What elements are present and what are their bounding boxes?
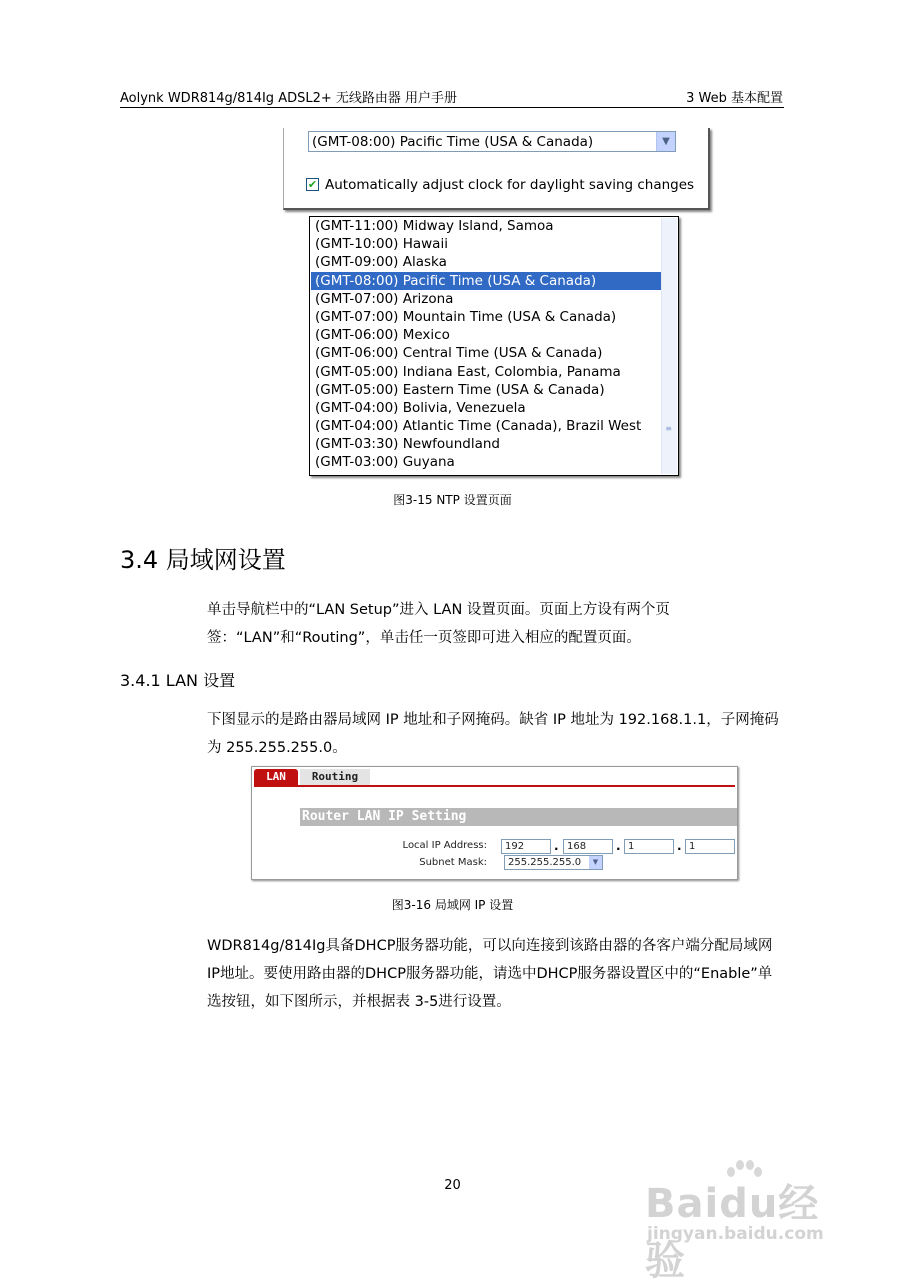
- timezone-option[interactable]: (GMT-07:00) Arizona: [315, 290, 454, 307]
- tab-divider: [254, 785, 735, 787]
- header-right: 3 Web 基本配置: [686, 91, 783, 106]
- dhcp-paragraph: WDR814g/814Ig具备DHCP服务器功能，可以向连接到该路由器的各客户端分配局域网IP地址。要使用路由器的DHCP服务器功能，请选中DHCP服务器设置区中的“Enable”单选按钮，如下图所示，并根据表 3-5进行设置。: [207, 938, 773, 1010]
- timezone-dropdown-list: [309, 216, 679, 476]
- figure-caption: 图3-16 局域网 IP 设置: [391, 898, 514, 912]
- timezone-option[interactable]: (GMT-03:00) Guyana: [315, 454, 455, 471]
- figure-caption: 图3-15 NTP 设置页面: [393, 493, 512, 507]
- timezone-option[interactable]: (GMT-03:30) Newfoundland: [315, 436, 501, 453]
- local-ip-label: Local IP Address:: [402, 840, 487, 851]
- timezone-option[interactable]: (GMT-08:00) Pacific Time (USA & Canada): [311, 272, 661, 290]
- page-number: 20: [444, 1178, 461, 1193]
- timezone-select[interactable]: [308, 131, 676, 152]
- ip-separator: .: [554, 839, 559, 853]
- header-left: Aolynk WDR814g/814Ig ADSL2+ 无线路由器 用户手册: [120, 91, 458, 106]
- timezone-option[interactable]: (GMT-05:00) Eastern Time (USA & Canada): [315, 381, 605, 398]
- timezone-option[interactable]: (GMT-11:00) Midway Island, Samoa: [315, 218, 554, 234]
- dropdown-scrollbar[interactable]: [661, 218, 677, 474]
- subnet-mask-value: 255.255.255.0: [508, 857, 582, 868]
- dst-checkbox[interactable]: ✔: [307, 178, 318, 191]
- watermark-url: jingyan.baidu.com: [647, 1224, 824, 1244]
- subnet-mask-label: Subnet Mask:: [419, 857, 487, 868]
- section-title: 3.4 局域网设置: [120, 546, 286, 574]
- scrollbar-grip-icon: ≡: [665, 424, 672, 433]
- timezone-option[interactable]: (GMT-07:00) Mountain Time (USA & Canada): [315, 308, 617, 325]
- lan-section-heading: Router LAN IP Setting: [300, 808, 737, 826]
- ip-separator: .: [677, 839, 682, 853]
- timezone-option[interactable]: (GMT-06:00) Central Time (USA & Canada): [315, 345, 603, 362]
- timezone-option[interactable]: (GMT-04:00) Atlantic Time (Canada), Brazil West: [315, 418, 642, 435]
- ip-octet-1-input[interactable]: 192: [501, 839, 551, 854]
- timezone-option[interactable]: (GMT-06:00) Mexico: [315, 327, 450, 344]
- tab-routing[interactable]: Routing: [300, 769, 370, 785]
- timezone-option[interactable]: (GMT-04:00) Bolivia, Venezuela: [315, 399, 526, 416]
- ip-octet-3-input[interactable]: 1: [624, 839, 674, 854]
- timezone-option[interactable]: (GMT-09:00) Alaska: [315, 254, 447, 271]
- watermark-brand: Baidu经验: [645, 1181, 820, 1284]
- lan-paragraph: 下图显示的是路由器局域网 IP 地址和子网掩码。缺省 IP 地址为 192.168.1.1，子网掩码为 255.255.255.0。: [207, 712, 779, 756]
- ip-octet-4-input[interactable]: 1: [685, 839, 735, 854]
- dst-checkbox-label: Automatically adjust clock for daylight saving changes: [325, 177, 695, 193]
- timezone-option[interactable]: (GMT-10:00) Hawaii: [315, 236, 448, 253]
- subsection-title: 3.4.1 LAN 设置: [120, 671, 236, 690]
- tab-lan[interactable]: LAN: [254, 769, 298, 785]
- baidu-watermark: [645, 1160, 850, 1284]
- timezone-select-value: (GMT-08:00) Pacific Time (USA & Canada): [312, 134, 594, 150]
- timezone-option[interactable]: (GMT-05:00) Indiana East, Colombia, Panama: [315, 363, 621, 380]
- ip-separator: .: [616, 839, 621, 853]
- lan-settings-panel: [251, 766, 738, 880]
- chevron-down-icon[interactable]: ▼: [589, 856, 602, 869]
- ip-octet-2-input[interactable]: 168: [563, 839, 613, 854]
- intro-paragraph: 单击导航栏中的“LAN Setup”进入 LAN 设置页面。页面上方设有两个页签：“LAN”和“Routing”，单击任一页签即可进入相应的配置页面。: [207, 602, 670, 646]
- chevron-down-icon[interactable]: ▼: [656, 132, 675, 151]
- subnet-mask-select[interactable]: [504, 855, 603, 870]
- header-divider: [120, 107, 784, 108]
